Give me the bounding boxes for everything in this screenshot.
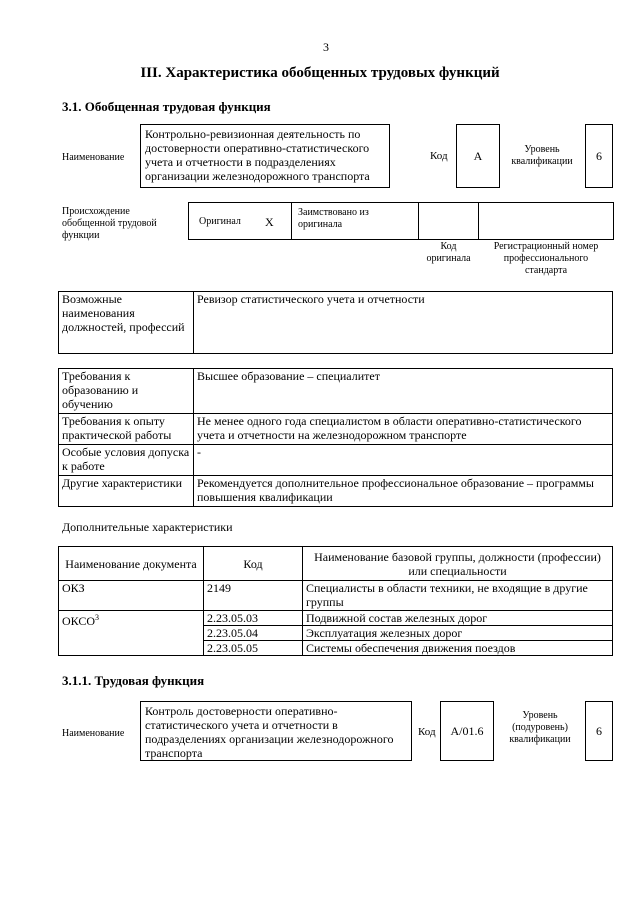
tf-code-label: Код bbox=[418, 726, 436, 738]
okso-footnote: 3 bbox=[95, 613, 100, 622]
origin-regnum-caption: Регистрационный номер профессионального стандарта bbox=[493, 241, 599, 276]
otf-name-label: Наименование bbox=[62, 152, 125, 163]
positions-value: Ревизор статистического учета и отчетности bbox=[194, 292, 613, 354]
tf-name-value: Контроль достоверности оперативно-статистического учета и отчетности в подразделениях организации железнодорожного транспорта bbox=[140, 701, 412, 761]
origin-original-mark: X bbox=[265, 215, 274, 229]
origin-original-cell bbox=[188, 202, 292, 240]
req-conditions-label: Особые условия допуска к работе bbox=[59, 445, 194, 476]
req-conditions-value: - bbox=[194, 445, 613, 476]
req-education-label: Требования к образованию и обучению bbox=[59, 369, 194, 414]
positions-table bbox=[58, 291, 613, 354]
additional-header-name: Наименование базовой группы, должности (профессии) или специальности bbox=[303, 547, 613, 581]
okso-code-2: 2.23.05.04 bbox=[204, 626, 303, 641]
req-education-value: Высшее образование – специалитет bbox=[194, 369, 613, 414]
okso-name-1: Подвижной состав железных дорог bbox=[303, 611, 613, 626]
additional-table bbox=[58, 546, 613, 656]
section-title: III. Характеристика обобщенных трудовых функций bbox=[140, 65, 500, 81]
origin-borrowed-label: Заимствовано из оригинала bbox=[291, 202, 419, 240]
otf-code-value: А bbox=[456, 124, 500, 188]
positions-label: Возможные наименования должностей, профессий bbox=[59, 292, 194, 354]
req-other-label: Другие характеристики bbox=[59, 476, 194, 507]
otf-code-label: Код bbox=[430, 150, 448, 162]
origin-label: Происхождение обобщенной трудовой функции bbox=[62, 206, 157, 241]
otf-name-value: Контрольно-ревизионная деятельность по достоверности оперативно-статистического учета и отчетности в подразделениях организации железнодорожного транспорта bbox=[140, 124, 390, 188]
requirements-table bbox=[58, 368, 613, 507]
okz-doc: ОКЗ bbox=[59, 581, 204, 611]
okso-code-1: 2.23.05.03 bbox=[204, 611, 303, 626]
additional-header-code: Код bbox=[204, 547, 303, 581]
tf-level-label: Уровень (подуровень) квалификации bbox=[509, 710, 571, 745]
otf-level-label: Уровень квалификации bbox=[511, 144, 573, 167]
req-other-value: Рекомендуется дополнительное профессиональное образование – программы повышения квалификации bbox=[194, 476, 613, 507]
additional-header-doc: Наименование документа bbox=[59, 547, 204, 581]
okso-code-3: 2.23.05.05 bbox=[204, 641, 303, 656]
otf-level-value: 6 bbox=[585, 124, 613, 188]
okz-code: 2149 bbox=[204, 581, 303, 611]
tf-heading: 3.1.1. Трудовая функция bbox=[62, 673, 205, 688]
origin-regnum-cell bbox=[478, 202, 614, 240]
page-number: 3 bbox=[323, 40, 329, 54]
origin-code-cell bbox=[418, 202, 479, 240]
additional-heading: Дополнительные характеристики bbox=[62, 520, 233, 534]
okso-name-3: Системы обеспечения движения поездов bbox=[303, 641, 613, 656]
okso-doc: ОКСО bbox=[62, 614, 96, 628]
req-experience-label: Требования к опыту практической работы bbox=[59, 414, 194, 445]
origin-original-label: Оригинал bbox=[199, 216, 241, 227]
okz-name: Специалисты в области техники, не входящие в другие группы bbox=[303, 581, 613, 611]
otf-heading: 3.1. Обобщенная трудовая функция bbox=[62, 99, 271, 114]
req-experience-value: Не менее одного года специалистом в области оперативно-статистического учета и отчетности на железнодорожном транспорте bbox=[194, 414, 613, 445]
okso-name-2: Эксплуатация железных дорог bbox=[303, 626, 613, 641]
tf-name-label: Наименование bbox=[62, 728, 125, 739]
origin-code-caption: Код оригинала bbox=[426, 241, 471, 264]
tf-code-value: А/01.6 bbox=[440, 701, 494, 761]
tf-level-value: 6 bbox=[585, 701, 613, 761]
okso-doc-cell bbox=[59, 611, 204, 656]
